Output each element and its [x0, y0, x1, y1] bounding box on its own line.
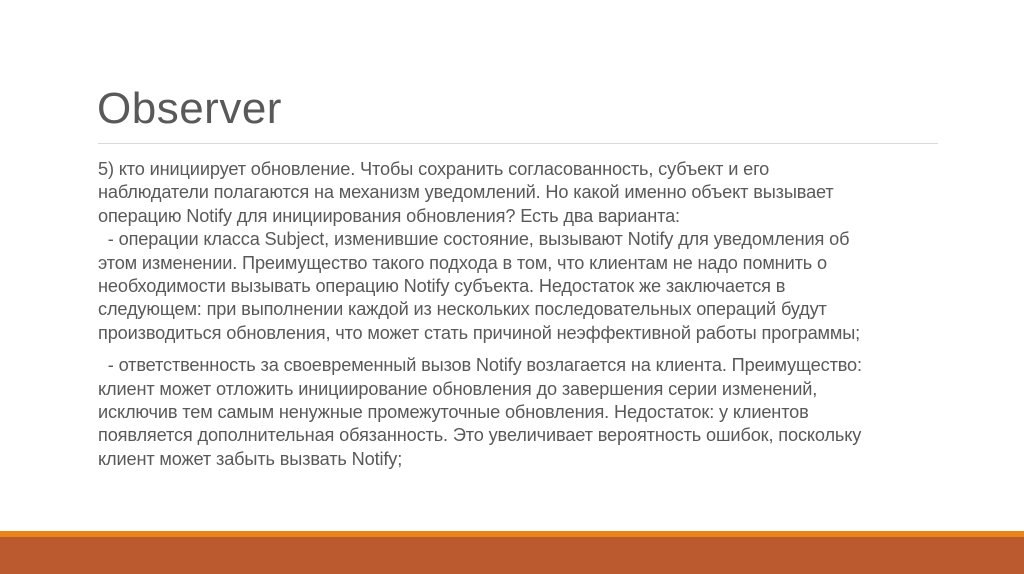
text-line: наблюдатели полагаются на механизм уведомлений. Но какой именно объект вызывает — [98, 182, 834, 203]
text-line: необходимости вызывать операцию Notify субъекта. Недостаток же заключается в — [98, 276, 786, 297]
title-divider — [98, 143, 938, 144]
text-line: - операции класса Subject, изменившие состояние, вызывают Notify для уведомления об — [98, 229, 850, 250]
text-line: следующем: при выполнении каждой из нескольких последовательных операций будут — [98, 299, 827, 320]
text-line: этом изменении. Преимущество такого подхода в том, что клиентам не надо помнить о — [98, 252, 827, 273]
text-line: - ответственность за своевременный вызов Notify возлагается на клиента. Преимущество: — [98, 355, 862, 376]
slide-body — [98, 158, 958, 471]
paragraph-1 — [98, 158, 958, 345]
text-line: операцию Notify для инициирования обновления? Есть два варианта: — [98, 205, 680, 226]
text-line: производиться обновления, что может стать причиной неэффективной работы программы; — [98, 322, 861, 343]
text-line: клиент может отложить инициирование обновления до завершения серии изменений, — [98, 378, 818, 399]
paragraph-2 — [98, 354, 958, 471]
text-line: появляется дополнительная обязанность. Это увеличивает вероятность ошибок, поскольку — [98, 425, 862, 446]
slide-title: Observer — [97, 84, 282, 133]
text-line: клиент может забыть вызвать Notify; — [98, 448, 403, 469]
text-line: исключив тем самым ненужные промежуточные обновления. Недостаток: у клиентов — [98, 402, 809, 423]
footer-band — [0, 537, 1024, 574]
text-line: 5) кто инициирует обновление. Чтобы сохранить согласованность, субъект и его — [98, 159, 770, 179]
